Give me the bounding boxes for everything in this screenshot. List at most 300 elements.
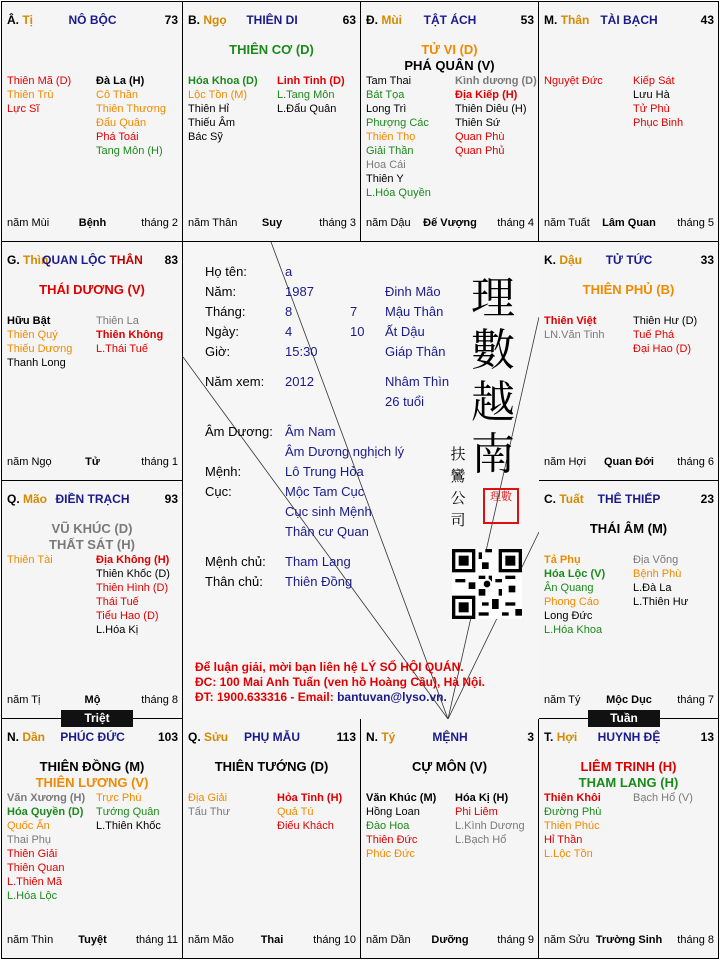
minor-star: Thiên Phúc bbox=[544, 820, 600, 832]
palace-age: 73 bbox=[164, 13, 178, 27]
palace-footer bbox=[544, 934, 714, 948]
label-menh: Mệnh: bbox=[205, 464, 242, 479]
triet-tag: Triệt bbox=[61, 710, 133, 727]
palace-footer bbox=[366, 934, 534, 948]
left-stars bbox=[7, 314, 96, 370]
callig-char: 理 bbox=[471, 273, 515, 324]
minor-star: Thiên Không bbox=[96, 329, 164, 341]
minor-star: Địa Kiếp (H) bbox=[455, 89, 518, 101]
palace-month: tháng 6 bbox=[677, 456, 714, 468]
minor-star: Thiên La bbox=[96, 315, 139, 327]
value-cuc: Mộc Tam Cục bbox=[285, 484, 365, 499]
main-star: THAM LANG (H) bbox=[578, 775, 679, 790]
palace-year: năm Sửu bbox=[544, 934, 590, 946]
value-than-chu: Thiên Đồng bbox=[285, 574, 353, 589]
right-stars bbox=[633, 74, 714, 130]
minor-star: Hoa Cái bbox=[366, 159, 406, 171]
minor-star: Thiên Thọ bbox=[366, 131, 416, 143]
palace-header bbox=[188, 730, 356, 746]
palace-year: năm Tuất bbox=[544, 217, 590, 229]
palace-month: tháng 2 bbox=[141, 217, 178, 229]
minor-star: Đường Phù bbox=[544, 806, 602, 818]
minor-star: Giải Thần bbox=[366, 145, 414, 157]
palace-branch: B. Ngọ bbox=[188, 13, 227, 27]
minor-star: Hỏa Tinh (H) bbox=[277, 792, 343, 804]
palace-month: tháng 11 bbox=[135, 934, 178, 946]
palace-year: năm Dần bbox=[366, 934, 411, 946]
minor-star: L.Kình Dương bbox=[455, 820, 525, 832]
palace-age: 43 bbox=[700, 13, 714, 27]
minor-star: Long Đức bbox=[544, 610, 593, 622]
palace-header bbox=[7, 730, 178, 746]
minor-star: L.Thái Tuế bbox=[96, 343, 148, 355]
minor-star: L.Tang Môn bbox=[277, 89, 335, 101]
minor-star: Thiên Diêu (H) bbox=[455, 103, 527, 115]
minor-star: Thái Tuế bbox=[96, 596, 139, 608]
palace-branch: C. Tuất bbox=[544, 492, 584, 506]
minor-star: Thiên Khôi bbox=[544, 792, 601, 804]
minor-star: Hóa Kị (H) bbox=[455, 792, 509, 804]
minor-star: Đại Hao (D) bbox=[633, 343, 692, 355]
palace-footer bbox=[188, 934, 356, 948]
minor-star: Phượng Các bbox=[366, 117, 429, 129]
value-gio-can: Giáp Thân bbox=[385, 344, 446, 359]
palace-mui[interactable] bbox=[360, 1, 539, 242]
value-cuc-2: Cục sinh Mệnh bbox=[285, 504, 372, 519]
minor-star: L.Hóa Khoa bbox=[544, 624, 603, 636]
left-stars bbox=[544, 74, 633, 130]
palace-footer bbox=[544, 694, 714, 708]
value-thang-am: 7 bbox=[350, 304, 358, 319]
palace-thin[interactable] bbox=[1, 241, 183, 481]
palace-name: THÊ THIẾP bbox=[597, 492, 661, 506]
minor-star: Đà La (H) bbox=[96, 75, 145, 87]
minor-star: Hóa Quyền (D) bbox=[7, 806, 84, 818]
right-stars bbox=[277, 74, 356, 144]
palace-age: 103 bbox=[157, 730, 178, 744]
minor-star: Thiên Quan bbox=[7, 862, 65, 874]
minor-star: Tử Phù bbox=[633, 103, 670, 115]
palace-ty[interactable] bbox=[360, 718, 539, 959]
value-thang: 8 bbox=[285, 304, 293, 319]
palace-name: ĐIỀN TRẠCH bbox=[55, 492, 130, 506]
minor-star: Quốc Ấn bbox=[7, 820, 50, 832]
palace-age: 83 bbox=[164, 253, 178, 267]
minor-star: Tấu Thư bbox=[188, 806, 231, 818]
palace-branch: G. Thìn bbox=[7, 253, 49, 267]
contact-line-2: ĐC: 100 Mai Anh Tuấn (ven hồ Hoàng Cầu), Hà Nội. bbox=[195, 675, 486, 689]
left-stars bbox=[7, 74, 96, 158]
contact-info bbox=[195, 660, 485, 705]
right-stars bbox=[96, 791, 178, 903]
main-stars bbox=[543, 521, 714, 537]
minor-star: Lộc Tồn (M) bbox=[188, 89, 248, 101]
palace-month: tháng 3 bbox=[319, 217, 356, 229]
palace-name: TỬ TỨC bbox=[605, 253, 653, 267]
palace-branch: Q. Sửu bbox=[188, 730, 229, 744]
callig-char: 越 bbox=[471, 377, 515, 428]
minor-star: Đào Hoa bbox=[366, 820, 410, 832]
left-stars bbox=[7, 553, 96, 637]
palace-name: QUAN LỘC THÂN bbox=[42, 253, 143, 267]
side-char: 公 bbox=[450, 489, 466, 507]
minor-star: L.Đà La bbox=[633, 582, 672, 594]
tuan-tag: Tuần bbox=[588, 710, 660, 727]
minor-star: Hữu Bật bbox=[7, 315, 51, 327]
value-thang-can: Mậu Thân bbox=[385, 304, 444, 319]
main-stars bbox=[543, 759, 714, 791]
minor-star: Thiên Mã (D) bbox=[7, 75, 72, 87]
palace-stage: Quan Đới bbox=[604, 456, 654, 468]
minor-star: Quả Tú bbox=[277, 806, 314, 818]
minor-star: Cô Thần bbox=[96, 89, 138, 101]
palace-header bbox=[544, 492, 714, 508]
minor-star: Thiên Hư (D) bbox=[633, 315, 698, 327]
left-stars bbox=[188, 74, 277, 144]
palace-month: tháng 9 bbox=[497, 934, 534, 946]
left-stars bbox=[188, 791, 277, 833]
contact-line-3 bbox=[195, 690, 485, 705]
minor-star: Tiểu Hao (D) bbox=[96, 610, 159, 622]
palace-age: 63 bbox=[342, 13, 356, 27]
right-stars bbox=[96, 553, 178, 637]
palace-header bbox=[7, 13, 178, 29]
side-calligraphy bbox=[449, 443, 467, 531]
palace-month: tháng 10 bbox=[313, 934, 356, 946]
minor-star: Địa Không (H) bbox=[96, 554, 170, 566]
main-star: CỰ MÔN (V) bbox=[411, 759, 488, 774]
palace-hoi[interactable] bbox=[538, 718, 719, 959]
palace-ti[interactable] bbox=[1, 1, 183, 242]
palace-month: tháng 4 bbox=[497, 217, 534, 229]
minor-star: L.Đẩu Quân bbox=[277, 103, 337, 115]
minor-star: Điếu Khách bbox=[277, 820, 334, 832]
minor-star: Hóa Lộc (V) bbox=[544, 568, 606, 580]
label-am-duong: Âm Dương: bbox=[205, 424, 273, 439]
minor-star: Kiếp Sát bbox=[633, 75, 675, 87]
palace-footer bbox=[7, 456, 178, 470]
minor-star: Bác Sỹ bbox=[188, 131, 223, 143]
minor-star: L.Hóa Lộc bbox=[7, 890, 58, 902]
qr-code-icon bbox=[452, 549, 522, 619]
minor-star: Thiên Đức bbox=[366, 834, 418, 846]
minor-star: Thiên Hình (D) bbox=[96, 582, 169, 594]
right-stars bbox=[633, 791, 714, 861]
value-ngay: 4 bbox=[285, 324, 293, 339]
palace-name: HUYNH ĐỆ bbox=[597, 730, 661, 744]
minor-star: Thiên Việt bbox=[544, 315, 597, 327]
palace-header bbox=[7, 492, 178, 508]
palace-tuat[interactable] bbox=[538, 480, 719, 719]
palace-dan[interactable] bbox=[1, 718, 183, 959]
left-stars bbox=[544, 314, 633, 356]
main-star: VŨ KHÚC (D) bbox=[51, 521, 133, 536]
main-star: THIÊN ĐỒNG (M) bbox=[39, 759, 145, 774]
palace-ngo[interactable] bbox=[182, 1, 361, 242]
minor-star: Tướng Quân bbox=[96, 806, 160, 818]
palace-name: NÔ BỘC bbox=[68, 13, 117, 27]
minor-star: Long Trì bbox=[366, 103, 407, 115]
palace-than-marker: THÂN bbox=[109, 253, 143, 267]
minor-star: Nguyệt Đức bbox=[544, 75, 603, 87]
value-ho-ten: a bbox=[285, 264, 293, 279]
side-char: 鸞 bbox=[450, 467, 466, 485]
minor-star: Tam Thai bbox=[366, 75, 412, 87]
main-stars bbox=[543, 282, 714, 298]
value-cuc-3: Thân cư Quan bbox=[285, 524, 369, 539]
minor-star: Thiên Giải bbox=[7, 848, 58, 860]
minor-star: Thanh Long bbox=[7, 357, 66, 369]
palace-stage: Bệnh bbox=[78, 217, 107, 229]
value-am-duong-2: Âm Dương nghịch lý bbox=[285, 444, 405, 459]
palace-stage: Mộ bbox=[84, 694, 101, 706]
palace-branch: Â. Tị bbox=[7, 13, 34, 27]
main-star: THÁI DƯƠNG (V) bbox=[39, 282, 145, 297]
right-stars bbox=[96, 74, 178, 158]
horoscope-board bbox=[1, 1, 719, 959]
right-stars bbox=[633, 314, 714, 356]
palace-footer bbox=[7, 217, 178, 231]
palace-stage: Suy bbox=[261, 217, 283, 229]
minor-star: Lưu Hà bbox=[633, 89, 670, 101]
palace-name: PHÚC ĐỨC bbox=[60, 730, 125, 744]
label-thang: Tháng: bbox=[205, 304, 246, 319]
value-gio: 15:30 bbox=[285, 344, 318, 359]
side-char: 扶 bbox=[450, 445, 466, 463]
value-ngay-am: 10 bbox=[350, 324, 365, 339]
value-menh-chu: Tham Lang bbox=[285, 554, 351, 569]
minor-star: Thiếu Âm bbox=[188, 117, 236, 129]
palace-year: năm Thìn bbox=[7, 934, 54, 946]
palace-stage: Trường Sinh bbox=[595, 934, 663, 946]
red-seal-stamp: 理數 bbox=[483, 488, 519, 524]
palace-branch: N. Dần bbox=[7, 730, 46, 744]
main-star: THẤT SÁT (H) bbox=[49, 537, 135, 552]
minor-star: L.Hóa Quyền bbox=[366, 187, 431, 199]
palace-month: tháng 8 bbox=[677, 934, 714, 946]
side-char: 司 bbox=[450, 511, 466, 529]
right-stars bbox=[455, 791, 534, 861]
right-stars bbox=[633, 553, 714, 637]
palace-footer bbox=[188, 217, 356, 231]
palace-year: năm Thân bbox=[188, 217, 238, 229]
palace-year: năm Dậu bbox=[366, 217, 411, 229]
palace-name: MỆNH bbox=[432, 730, 468, 744]
label-cuc: Cục: bbox=[205, 484, 232, 499]
minor-star: Văn Xương (H) bbox=[7, 792, 86, 804]
minor-star: Thiên Thương bbox=[96, 103, 167, 115]
minor-star: Địa Võng bbox=[633, 554, 679, 566]
palace-month: tháng 7 bbox=[677, 694, 714, 706]
minor-star: Thai Phụ bbox=[7, 834, 52, 846]
left-stars bbox=[544, 791, 633, 861]
minor-star: Bạch Hổ (V) bbox=[633, 792, 693, 804]
palace-stage: Mộc Dục bbox=[606, 694, 652, 706]
palace-branch: M. Thân bbox=[544, 13, 590, 27]
main-star: THIÊN CƠ (D) bbox=[229, 42, 314, 57]
minor-star: Hồng Loan bbox=[366, 806, 420, 818]
palace-age: 93 bbox=[164, 492, 178, 506]
palace-month: tháng 5 bbox=[677, 217, 714, 229]
main-star: PHÁ QUÂN (V) bbox=[404, 58, 495, 73]
main-stars bbox=[6, 521, 178, 553]
contact-line-1: Để luận giải, mời bạn liên hệ LÝ SỐ HỘI QUÁN. bbox=[195, 660, 464, 674]
main-stars bbox=[365, 42, 534, 74]
palace-footer bbox=[366, 217, 534, 231]
palace-year: năm Hợi bbox=[544, 456, 587, 468]
contact-email-link[interactable]: bantuvan@lyso.vn. bbox=[337, 690, 447, 704]
minor-star: Quan Phủ bbox=[455, 145, 505, 157]
minor-star: Thiên Khốc (D) bbox=[96, 568, 170, 580]
minor-star: Ân Quang bbox=[544, 582, 594, 594]
left-stars bbox=[366, 74, 455, 200]
minor-star: Phong Cáo bbox=[544, 596, 600, 608]
value-nam-can: Đinh Mão bbox=[385, 284, 441, 299]
palace-footer bbox=[544, 217, 714, 231]
contact-phone: ĐT: 1900.633316 - Email: bbox=[195, 690, 338, 704]
palace-branch: Đ. Mùi bbox=[366, 13, 403, 27]
main-stars bbox=[187, 759, 356, 775]
right-stars bbox=[96, 314, 178, 370]
palace-age: 13 bbox=[700, 730, 714, 744]
minor-star: Trực Phù bbox=[96, 792, 142, 804]
palace-header bbox=[7, 253, 178, 269]
minor-star: Phá Toái bbox=[96, 131, 139, 143]
minor-star: Tả Phụ bbox=[544, 554, 581, 566]
minor-star: Hóa Khoa (D) bbox=[188, 75, 258, 87]
palace-branch: T. Hợi bbox=[544, 730, 578, 744]
label-nam-xem: Năm xem: bbox=[205, 374, 265, 389]
minor-star: Phi Liêm bbox=[455, 806, 498, 818]
minor-star: Linh Tinh (D) bbox=[277, 75, 345, 87]
palace-footer bbox=[7, 694, 178, 708]
minor-star: LN.Văn Tinh bbox=[544, 329, 605, 341]
palace-month: tháng 1 bbox=[141, 456, 178, 468]
palace-header bbox=[544, 13, 714, 29]
palace-mao[interactable] bbox=[1, 480, 183, 719]
palace-year: năm Mùi bbox=[7, 217, 50, 229]
minor-star: Văn Khúc (M) bbox=[366, 792, 437, 804]
minor-star: Quan Phù bbox=[455, 131, 505, 143]
palace-age: 23 bbox=[700, 492, 714, 506]
minor-star: L.Thiên Hư bbox=[633, 596, 689, 608]
value-nam-xem: 2012 bbox=[285, 374, 314, 389]
palace-header bbox=[366, 13, 534, 29]
palace-header bbox=[188, 13, 356, 29]
palace-branch: N. Tý bbox=[366, 730, 396, 744]
palace-year: năm Tý bbox=[544, 694, 581, 706]
minor-star: L.Thiên Khốc bbox=[96, 820, 161, 832]
label-ngay: Ngày: bbox=[205, 324, 239, 339]
left-stars bbox=[544, 553, 633, 637]
palace-header bbox=[366, 730, 534, 746]
callig-char: 數 bbox=[471, 325, 515, 376]
palace-footer bbox=[544, 456, 714, 470]
palace-footer bbox=[7, 934, 178, 948]
palace-month: tháng 8 bbox=[141, 694, 178, 706]
main-star: THIÊN LƯƠNG (V) bbox=[35, 775, 149, 790]
palace-stage: Đế Vượng bbox=[423, 217, 477, 229]
right-stars bbox=[277, 791, 356, 833]
minor-star: Địa Giải bbox=[188, 792, 228, 804]
minor-star: Tuế Phá bbox=[633, 329, 675, 341]
palace-year: năm Tị bbox=[7, 694, 41, 706]
value-ngay-can: Ất Dậu bbox=[385, 324, 425, 339]
palace-name: THIÊN DI bbox=[246, 13, 298, 27]
palace-header bbox=[544, 253, 714, 269]
minor-star: Thiên Quý bbox=[7, 329, 58, 341]
minor-star: Lực Sĩ bbox=[7, 103, 40, 115]
minor-star: Phục Binh bbox=[633, 117, 684, 129]
left-stars bbox=[366, 791, 455, 861]
label-than-chu: Thân chủ: bbox=[205, 574, 263, 589]
palace-suu[interactable] bbox=[182, 718, 361, 959]
main-stars bbox=[365, 759, 534, 775]
palace-name: PHỤ MẪU bbox=[244, 730, 300, 744]
left-stars bbox=[7, 791, 96, 903]
label-menh-chu: Mệnh chủ: bbox=[205, 554, 266, 569]
minor-star: Thiếu Dương bbox=[7, 343, 73, 355]
minor-star: Thiên Sứ bbox=[455, 117, 501, 129]
minor-star: L.Hóa Kị bbox=[96, 624, 139, 636]
main-star: THIÊN TƯỚNG (D) bbox=[214, 759, 329, 774]
label-gio: Giờ: bbox=[205, 344, 231, 359]
minor-star: Kình dương (D) bbox=[455, 75, 537, 87]
minor-star: Đẩu Quân bbox=[96, 117, 147, 129]
minor-star: Thiên Tài bbox=[7, 554, 53, 566]
right-stars bbox=[455, 74, 537, 200]
palace-name: TÀI BẠCH bbox=[600, 13, 658, 27]
value-nam-xem-can: Nhâm Thìn bbox=[385, 374, 450, 389]
minor-star: Thiên Trù bbox=[7, 89, 54, 101]
label-nam: Năm: bbox=[205, 284, 237, 299]
palace-stage: Tuyệt bbox=[78, 934, 107, 946]
palace-header bbox=[544, 730, 714, 746]
palace-stage: Tử bbox=[85, 456, 100, 468]
main-stars bbox=[6, 282, 178, 298]
minor-star: Hỉ Thần bbox=[544, 834, 583, 846]
palace-year: năm Mão bbox=[188, 934, 234, 946]
main-stars bbox=[187, 42, 356, 58]
minor-star: Bệnh Phù bbox=[633, 568, 682, 580]
main-star: LIÊM TRINH (H) bbox=[580, 759, 677, 774]
palace-stage: Thai bbox=[260, 934, 284, 946]
palace-dau[interactable] bbox=[538, 241, 719, 481]
palace-than[interactable] bbox=[538, 1, 719, 242]
palace-year: năm Ngọ bbox=[7, 456, 52, 468]
main-stars bbox=[6, 759, 178, 791]
palace-stage: Dưỡng bbox=[431, 934, 469, 946]
palace-age: 3 bbox=[527, 730, 534, 744]
value-tuoi: 26 tuổi bbox=[385, 394, 425, 409]
value-am-duong: Âm Nam bbox=[285, 424, 336, 439]
palace-branch: K. Dậu bbox=[544, 253, 583, 267]
value-nam: 1987 bbox=[285, 284, 314, 299]
palace-age: 113 bbox=[336, 730, 356, 744]
minor-star: Bát Tọa bbox=[366, 89, 405, 101]
palace-age: 33 bbox=[700, 253, 714, 267]
main-star: TỬ VI (D) bbox=[421, 42, 478, 57]
minor-star: L.Bạch Hổ bbox=[455, 834, 507, 846]
minor-star: L.Lộc Tồn bbox=[544, 848, 593, 860]
palace-name: TẬT ÁCH bbox=[423, 13, 477, 27]
minor-star: Phúc Đức bbox=[366, 848, 415, 860]
minor-star: Thiên Hỉ bbox=[188, 103, 229, 115]
palace-branch: Q. Mão bbox=[7, 492, 48, 506]
minor-star: Tang Môn (H) bbox=[96, 145, 163, 157]
minor-star: Thiên Y bbox=[366, 173, 404, 185]
calligraphy-title bbox=[463, 273, 523, 481]
